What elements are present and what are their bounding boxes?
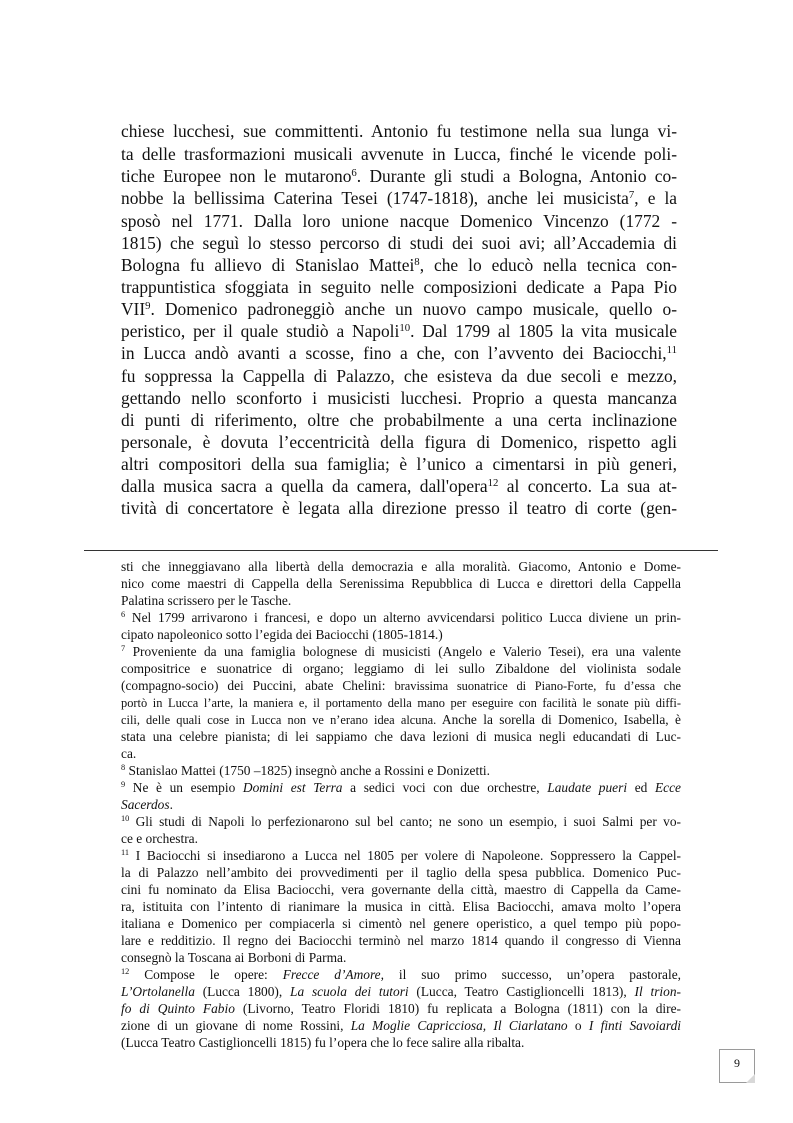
- text-run: , che lo educò nella tecnica con-: [419, 255, 677, 275]
- footnote-line: [121, 677, 681, 695]
- text-run: ca.: [121, 746, 137, 761]
- text-run: ra, istituita con l’intento di rianimare la musica in città. Elisa Baciocchi, amava molto l’opera: [121, 899, 681, 914]
- body-line: [121, 187, 677, 209]
- body-line: [121, 342, 677, 364]
- text-run: Proveniente da una famiglia bolognese di musicisti (Angelo e Valerio Tesei), era una valente: [125, 644, 681, 659]
- text-run: cipato napoleonico sotto l’egida dei Baciocchi (1805-1814.): [121, 627, 443, 642]
- footnote-ref: 11: [666, 344, 677, 357]
- italic-text: L’Ortolanella: [121, 984, 195, 999]
- footnote-line: [121, 762, 681, 779]
- text-run: Anche la sorella di Domenico, Isabella, è: [436, 712, 681, 727]
- text-run: cini fu nominato da Elisa Baciocchi, vera governante della città, maestro di Cappella da Came-: [121, 882, 681, 897]
- page-corner-fold: [746, 1074, 755, 1083]
- text-run: Stanislao Mattei (1750 –1825) insegnò anche a Rossini e Donizetti.: [125, 763, 490, 778]
- page-number-box: [719, 1049, 755, 1083]
- text-run: sposò nel 1771. Dalla loro unione nacque Domenico Vincenzo (1772 -: [121, 211, 677, 231]
- footnote-line: [121, 864, 681, 881]
- body-line: [121, 165, 677, 187]
- body-line: [121, 143, 677, 165]
- footnote-line: [121, 558, 681, 575]
- footnote-line: [121, 1017, 681, 1034]
- text-run: nico come maestri di Cappella della Serenissima Repubblica di Lucca e direttori della Cappella: [121, 576, 681, 591]
- text-run: (Lucca 1800),: [194, 984, 291, 999]
- text-run: .: [169, 797, 173, 812]
- footnote-line: [121, 932, 681, 949]
- text-run: , e la: [634, 188, 678, 208]
- text-run: altri compositori della sua famiglia; è l’unico a cimentarsi in più generi,: [121, 454, 677, 474]
- text-run: 1815) che seguì lo stesso percorso di studi dei suoi avi; all’Accademia di: [121, 233, 677, 253]
- italic-text: La Moglie Capricciosa, Il Ciarlatano: [350, 1018, 568, 1033]
- text-run: Compose le opere:: [129, 967, 283, 982]
- text-run: Gli studi di Napoli lo perfezionarono sul bel canto; ne sono un esempio, i suoi Salmi per vo-: [129, 814, 681, 829]
- text-run: Ne è un esempio: [125, 780, 243, 795]
- text-run: Palatina scrissero per le Tasche.: [121, 593, 292, 608]
- text-run: italiana e Domenico per compiacerla si cimentò nel genere operistico, a quel tempo più popo-: [121, 916, 681, 931]
- quoted-text: portò in Lucca l’arte, la maniera e, il portamento della mano per eseguire con facilità le sonate più diffi-: [121, 696, 681, 710]
- text-run: Bologna fu allievo di Stanislao Mattei: [121, 255, 415, 275]
- footnote-line: [121, 1034, 681, 1051]
- footnote-line: [121, 1000, 681, 1017]
- footnote-line: [121, 643, 681, 660]
- text-run: di punti di riferimento, oltre che probabilmente a una certa inclinazione: [121, 410, 677, 430]
- footnote-line: [121, 728, 681, 745]
- footnote-line: [121, 983, 681, 1000]
- quoted-text: bravissima suonatrice di Piano-Forte, fu d’essa che: [394, 679, 681, 693]
- text-run: stata una celebre pianista; di lei sappiamo che dava lezioni di musica negli educandati di Luc-: [121, 729, 681, 744]
- footnote-line: [121, 592, 681, 609]
- footnote-ref: 10: [121, 814, 130, 824]
- text-run: fu soppressa la Cappella di Palazzo, che esisteva da due secoli e mezzo,: [121, 366, 677, 386]
- text-run: sti che inneggiavano alla libertà della democrazia e alla moralità. Giacomo, Antonio e Dome-: [121, 559, 681, 574]
- text-run: zione di un giovane di nome Rossini,: [121, 1018, 351, 1033]
- body-line: [121, 409, 677, 431]
- text-run: . Domenico padroneggiò anche un nuovo campo musicale, quello o-: [150, 299, 677, 319]
- body-line: [121, 320, 677, 342]
- italic-text: fo di Quinto Fabio: [121, 1001, 235, 1016]
- text-run: tività di concertatore è legata alla direzione presso il teatro di corte (gen-: [121, 498, 677, 518]
- text-run: lare e redditizio. Il regno dei Baciocchi terminò nel marzo 1814 quando il congresso di Vienna: [121, 933, 681, 948]
- footnote-ref: 11: [121, 848, 129, 858]
- text-run: . Dal 1799 al 1805 la vita musicale: [410, 321, 677, 341]
- text-run: personale, è dovuta l’eccentricità della figura di Domenico, rispetto agli: [121, 432, 677, 452]
- text-run: gettando nello sconforto i musicisti lucchesi. Proprio a questa mancanza: [121, 388, 677, 408]
- footnote-line: [121, 779, 681, 796]
- footnote-line: [121, 694, 681, 712]
- text-run: ce e orchestra.: [121, 831, 198, 846]
- text-run: Nel 1799 arrivarono i francesi, e dopo un alterno avvicendarsi politico Lucca diviene un prin-: [125, 610, 681, 625]
- footnote-ref: 10: [399, 322, 411, 335]
- footnote-ref: 12: [487, 477, 499, 490]
- text-run: (compagno-socio) dei Puccini, abate Chelini:: [121, 678, 395, 693]
- text-run: (Lucca Teatro Castiglioncelli 1815) fu l’opera che lo fece salire alla ribalta.: [121, 1035, 525, 1050]
- page-number: 9: [734, 1056, 740, 1070]
- text-run: a sedici voci con due orchestre,: [342, 780, 548, 795]
- footnote-ref: 12: [121, 967, 130, 977]
- text-run: dalla musica sacra a quella da camera, dall'opera: [121, 476, 488, 496]
- text-run: trappuntistica sfoggiata in seguito nelle composizioni dedicate a Papa Pio: [121, 277, 677, 297]
- body-line: [121, 298, 677, 320]
- body-line: [121, 431, 677, 453]
- body-line: [121, 276, 677, 298]
- body-line: [121, 232, 677, 254]
- body-line: [121, 254, 677, 276]
- text-run: I Baciocchi si insediarono a Lucca nel 1805 per volere di Napoleone. Soppressero la Cappel-: [129, 848, 681, 863]
- text-run: chiese lucchesi, sue committenti. Antonio fu testimone nella sua lunga vi-: [121, 121, 677, 141]
- text-run: o: [567, 1018, 589, 1033]
- text-run: tiche Europee non le mutarono: [121, 166, 352, 186]
- text-run: VII: [121, 299, 146, 319]
- text-run: . Durante gli studi a Bologna, Antonio co-: [356, 166, 677, 186]
- body-line: [121, 387, 677, 409]
- body-line: [121, 365, 677, 387]
- footnote-ref: 6: [351, 167, 357, 180]
- italic-text: Laudate pueri: [547, 780, 628, 795]
- footnote-line: [121, 745, 681, 762]
- body-line: [121, 120, 677, 142]
- footnote-separator: [84, 550, 718, 551]
- footnote-line: [121, 949, 681, 966]
- footnote-ref: 6: [121, 610, 126, 620]
- text-run: il suo primo successo, un’opera pastorale,: [383, 967, 681, 982]
- italic-text: La scuola dei tutori: [290, 984, 409, 999]
- text-run: nobbe la bellissima Caterina Tesei (1747-1818), anche lei musicista: [121, 188, 629, 208]
- text-run: peristico, per il quale studiò a Napoli: [121, 321, 400, 341]
- italic-text: I finti Savoiardi: [588, 1018, 682, 1033]
- quoted-text: cili, delle quali cose in Lucca non ve n’erano idea alcuna.: [121, 713, 437, 727]
- body-line: [121, 210, 677, 232]
- text-run: ed: [627, 780, 655, 795]
- text-run: consegnò la Toscana ai Borboni di Parma.: [121, 950, 347, 965]
- footnote-ref: 9: [145, 300, 151, 313]
- text-run: compositrice e suonatrice di organo; leggiamo di lei sullo Zibaldone del violinista sodale: [121, 661, 681, 676]
- text-run: ta delle trasformazioni musicali avvenute in Lucca, finché le vicende poli-: [121, 144, 677, 164]
- footnote-line: [121, 813, 681, 830]
- text-run: al concerto. La sua at-: [498, 476, 677, 496]
- text-run: la di Palazzo nell’ambito dei provvedimenti per il taglio della spesa pubblica. Domenico Puc-: [121, 865, 681, 880]
- footnote-line: [121, 609, 681, 626]
- footnote-line: [121, 660, 681, 677]
- footnote-line: [121, 966, 681, 983]
- footnote-line: [121, 830, 681, 847]
- footnote-ref: 8: [121, 763, 126, 773]
- italic-text: Ecce: [654, 780, 681, 795]
- body-line: [121, 475, 677, 497]
- italic-text: Il trion-: [634, 984, 682, 999]
- italic-text: Sacerdos: [121, 797, 170, 812]
- footnote-ref: 7: [121, 644, 126, 654]
- footnote-line: [121, 898, 681, 915]
- footnote-line: [121, 711, 681, 729]
- body-line: [121, 497, 677, 519]
- footnote-line: [121, 915, 681, 932]
- text-run: in Lucca andò avanti a scosse, fino a che, con l’avvento dei Baciocchi,: [121, 343, 667, 363]
- footnote-line: [121, 626, 681, 643]
- body-line: [121, 453, 677, 475]
- footnote-ref: 7: [628, 189, 635, 202]
- footnote-line: [121, 847, 681, 864]
- footnote-ref: 8: [414, 256, 420, 269]
- italic-text: Domini est Terra: [242, 780, 343, 795]
- footnote-line: [121, 796, 681, 813]
- footnote-line: [121, 881, 681, 898]
- footnote-ref: 9: [121, 780, 126, 790]
- text-run: (Lucca, Teatro Castiglioncelli 1813),: [408, 984, 635, 999]
- italic-text: Frecce d’Amore,: [282, 967, 384, 982]
- text-run: (Livorno, Teatro Floridi 1810) fu replicata a Bologna (1811) con la dire-: [234, 1001, 681, 1016]
- footnote-line: [121, 575, 681, 592]
